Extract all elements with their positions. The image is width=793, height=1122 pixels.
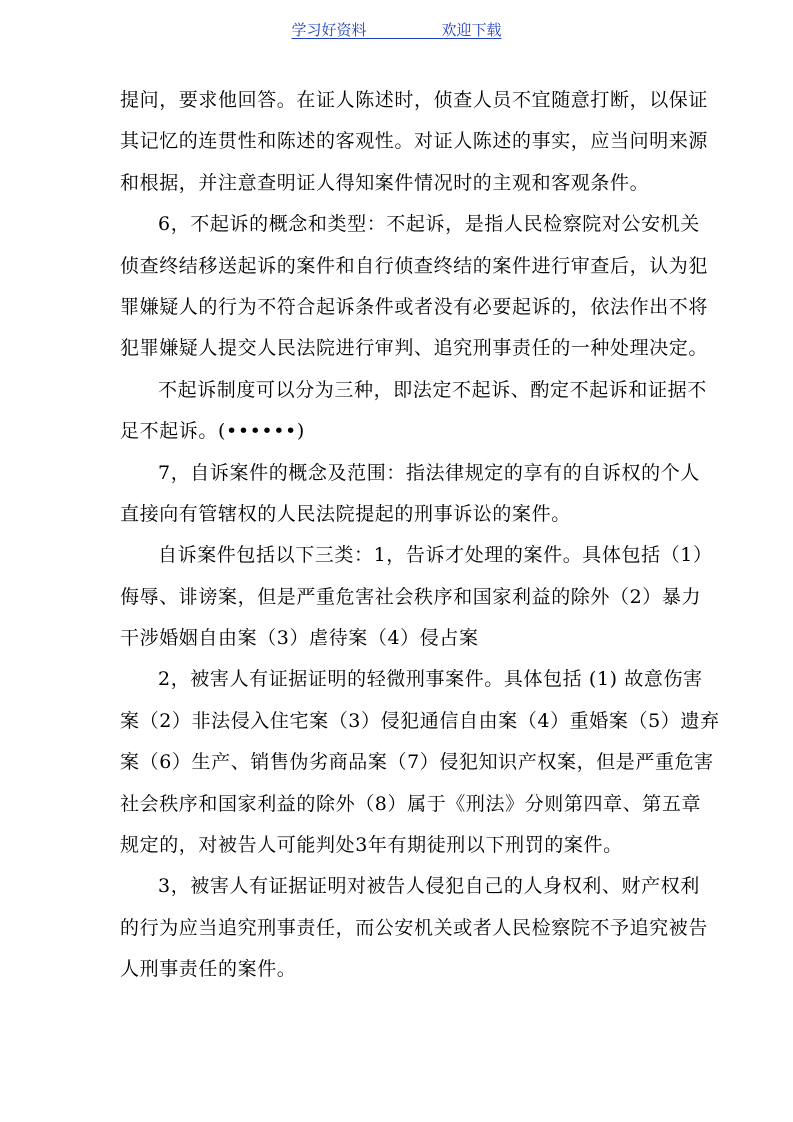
page-header: 学习好资料__________欢迎下载 — [291, 21, 502, 39]
text-line: 规定的，对被告人可能判处3年有期徒刑以下刑罚的案件。 — [120, 834, 623, 857]
text-line: 的行为应当追究刑事责任，而公安机关或者人民检察院不予追究被告 — [120, 916, 709, 939]
text-line: 案（6）生产、销售伪劣商品案（7）侵犯知识产权案，但是严重危害 — [120, 751, 714, 774]
text-line: 不起诉制度可以分为三种，即法定不起诉、酌定不起诉和证据不 — [158, 378, 707, 401]
text-line: 社会秩序和国家利益的除外（8）属于《刑法》分则第四章、第五章 — [120, 792, 702, 815]
text-line: 干涉婚姻自由案（3）虐待案（4）侵占案 — [120, 627, 479, 650]
text-line: 6，不起诉的概念和类型：不起诉，是指人民检察院对公安机关 — [158, 213, 700, 236]
text-line: 犯罪嫌疑人提交人民法院进行审判、追究刑事责任的一种处理决定。 — [120, 337, 709, 360]
text-line: 侮辱、诽谤案，但是严重危害社会秩序和国家利益的除外（2）暴力 — [120, 585, 702, 608]
text-line: 其记忆的连贯性和陈述的客观性。对证人陈述的事实，应当问明来源 — [120, 130, 709, 153]
text-line: 自诉案件包括以下三类：1，告诉才处理的案件。具体包括（1） — [158, 544, 713, 567]
text-line: 提问，要求他回答。在证人陈述时，侦查人员不宜随意打断，以保证 — [120, 89, 709, 111]
text-line: 人刑事责任的案件。 — [120, 958, 297, 981]
text-line: 和根据，并注意查明证人得知案件情况时的主观和客观条件。 — [120, 171, 650, 194]
text-line: 7，自诉案件的概念及范围：指法律规定的享有的自诉权的个人 — [158, 461, 700, 484]
text-line: 罪嫌疑人的行为不符合起诉条件或者没有必要起诉的，依法作出不将 — [120, 295, 709, 318]
text-line: 2，被害人有证据证明的轻微刑事案件。具体包括 (1) 故意伤害 — [158, 668, 703, 691]
text-line: 案（2）非法侵入住宅案（3）侵犯通信自由案（4）重婚案（5）遗弃 — [120, 709, 720, 732]
text-line: 3，被害人有证据证明对被告人侵犯自己的人身权利、财产权利 — [158, 875, 700, 898]
text-line: 足不起诉。(••••••) — [120, 420, 305, 443]
text-line: 侦查终结移送起诉的案件和自行侦查终结的案件进行审查后，认为犯 — [120, 254, 709, 277]
document-body — [120, 80, 720, 991]
text-line: 直接向有管辖权的人民法院提起的刑事诉讼的案件。 — [120, 502, 571, 525]
